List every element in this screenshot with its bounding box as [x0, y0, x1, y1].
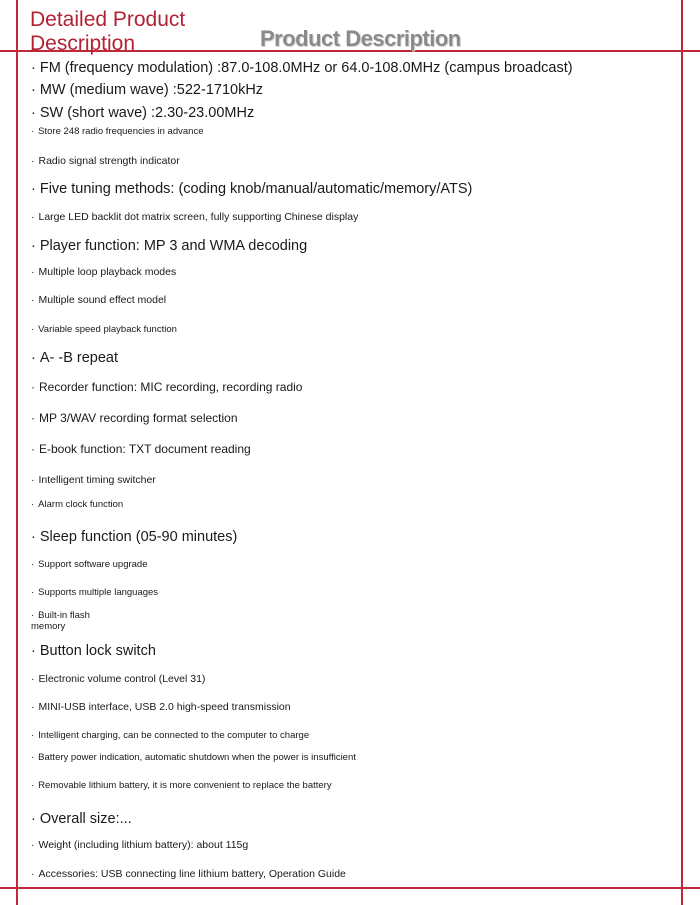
bullet-mark: · — [31, 811, 36, 827]
feature-text: Large LED backlit dot matrix screen, fully supporting Chinese display — [38, 211, 359, 223]
bullet-mark: · — [31, 673, 35, 685]
feature-item — [31, 810, 132, 828]
feature-text: Multiple sound effect model — [38, 294, 167, 306]
feature-item — [31, 475, 156, 486]
frame-left-line — [16, 0, 18, 905]
feature-item — [31, 104, 254, 122]
feature-text: Sleep function (05-90 minutes) — [39, 529, 238, 545]
feature-text: Weight (including lithium battery): about 115g — [38, 839, 249, 851]
feature-text: MW (medium wave) :522-1710kHz — [39, 82, 264, 98]
feature-text: E-book function: TXT document reading — [39, 442, 251, 456]
feature-item — [31, 752, 376, 763]
bullet-mark: · — [31, 587, 35, 598]
feature-item — [31, 869, 346, 880]
bullet-mark: · — [31, 181, 36, 197]
feature-text: Electronic volume control (Level 31) — [38, 673, 206, 685]
bullet-mark: · — [31, 868, 35, 880]
feature-text: Store 248 radio frequencies in advance — [38, 126, 204, 137]
feature-item — [31, 212, 358, 223]
feature-text: Radio signal strength indicator — [38, 155, 180, 167]
bullet-mark: · — [31, 238, 36, 254]
feature-text: Supports multiple languages — [38, 587, 159, 598]
feature-item — [31, 780, 356, 791]
feature-item — [31, 59, 573, 77]
bullet-mark: · — [31, 499, 35, 510]
feature-item — [31, 380, 302, 395]
feature-text: Player function: MP 3 and WMA decoding — [39, 238, 308, 254]
bullet-mark: · — [31, 752, 35, 763]
feature-item — [31, 610, 111, 632]
bullet-mark: · — [31, 266, 35, 278]
feature-item — [31, 156, 180, 167]
bullet-mark: · — [31, 211, 35, 223]
bullet-mark: · — [31, 730, 35, 741]
bullet-mark: · — [31, 643, 36, 659]
feature-item — [31, 587, 158, 598]
frame-bottom-line — [0, 887, 700, 889]
feature-item — [31, 267, 176, 278]
feature-item — [31, 237, 307, 255]
feature-text: MP 3/WAV recording format selection — [39, 411, 238, 425]
bullet-mark: · — [31, 126, 35, 137]
feature-text: FM (frequency modulation) :87.0-108.0MHz or 64.0-108.0MHz (campus broadcast) — [39, 60, 573, 76]
bullet-mark: · — [31, 474, 35, 486]
feature-item — [31, 499, 131, 510]
feature-item — [31, 349, 118, 367]
feature-text: Intelligent timing switcher — [38, 474, 156, 486]
feature-text: Overall size:... — [39, 811, 132, 827]
feature-text: A- -B repeat — [39, 350, 119, 366]
bullet-mark: · — [31, 411, 35, 425]
feature-item — [31, 840, 248, 851]
feature-item — [31, 411, 238, 426]
feature-text: MINI-USB interface, USB 2.0 high-speed transmission — [38, 701, 291, 713]
feature-item — [31, 81, 263, 99]
feature-item — [31, 559, 148, 570]
bullet-mark: · — [31, 350, 36, 366]
feature-text: Alarm clock function — [38, 499, 124, 510]
bullet-mark: · — [31, 294, 35, 306]
feature-text: Removable lithium battery, it is more convenient to replace the battery — [38, 780, 332, 791]
bullet-mark: · — [31, 60, 36, 76]
feature-text: Five tuning methods: (coding knob/manual/automatic/memory/ATS) — [39, 181, 473, 197]
bullet-mark: · — [31, 442, 35, 456]
bullet-mark: · — [31, 324, 35, 335]
bullet-mark: · — [31, 610, 35, 621]
feature-text: SW (short wave) :2.30-23.00MHz — [39, 105, 255, 121]
feature-text: Variable speed playback function — [38, 324, 177, 335]
feature-item — [31, 295, 166, 306]
feature-item — [31, 528, 237, 546]
bullet-mark: · — [31, 105, 36, 121]
feature-text: Button lock switch — [39, 643, 156, 659]
bullet-mark: · — [31, 839, 35, 851]
bullet-mark: · — [31, 155, 35, 167]
feature-item — [31, 324, 177, 335]
feature-text: Battery power indication, automatic shutdown when the power is insufficient — [38, 752, 356, 763]
feature-text: Support software upgrade — [38, 559, 148, 570]
bullet-mark: · — [31, 529, 36, 545]
feature-text: Recorder function: MIC recording, recording radio — [39, 380, 303, 394]
feature-item — [31, 730, 309, 741]
feature-text: Intelligent charging, can be connected to the computer to charge — [38, 730, 310, 741]
bullet-mark: · — [31, 82, 36, 98]
page-title: Detailed Product Description — [30, 8, 186, 55]
bullet-mark: · — [31, 701, 35, 713]
bullet-mark: · — [31, 380, 35, 394]
feature-item — [31, 642, 156, 660]
banner-title: Product Description — [260, 26, 461, 51]
bullet-mark: · — [31, 559, 35, 570]
feature-item — [31, 442, 251, 457]
feature-item — [31, 126, 216, 137]
feature-text: Accessories: USB connecting line lithium battery, Operation Guide — [38, 868, 346, 880]
feature-item — [31, 702, 291, 713]
feature-text: Built-in flash memory — [31, 610, 90, 632]
feature-text: Multiple loop playback modes — [38, 266, 177, 278]
feature-item — [31, 180, 472, 198]
feature-item — [31, 674, 205, 685]
frame-right-line — [681, 0, 683, 905]
bullet-mark: · — [31, 780, 35, 791]
